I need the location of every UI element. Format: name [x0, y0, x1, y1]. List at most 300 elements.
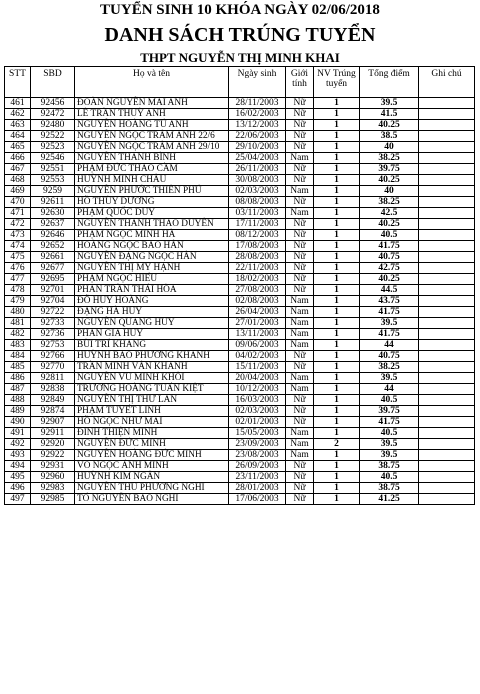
cell-name: HỒ THÙY DƯƠNG	[75, 197, 229, 208]
cell-dob: 08/08/2003	[229, 197, 286, 208]
table-row	[5, 197, 475, 208]
column-header-name: Họ và tên	[75, 67, 229, 98]
cell-nv: 1	[314, 208, 360, 219]
cell-dob: 23/08/2003	[229, 450, 286, 461]
cell-name: NGUYỄN NGỌC TRÂM ANH 22/6	[75, 131, 229, 142]
cell-stt: 486	[5, 373, 31, 384]
cell-sbd: 92849	[31, 395, 75, 406]
cell-dob: 28/11/2003	[229, 98, 286, 109]
cell-stt: 478	[5, 285, 31, 296]
cell-note	[419, 252, 475, 263]
cell-sbd: 92983	[31, 483, 75, 494]
cell-stt: 483	[5, 340, 31, 351]
cell-gender: Nữ	[286, 362, 314, 373]
cell-score: 41.75	[360, 329, 419, 340]
cell-sbd: 92770	[31, 362, 75, 373]
cell-nv: 2	[314, 439, 360, 450]
table-row	[5, 384, 475, 395]
cell-score: 40.75	[360, 252, 419, 263]
cell-note	[419, 164, 475, 175]
table-row	[5, 318, 475, 329]
cell-nv: 1	[314, 274, 360, 285]
cell-score: 44	[360, 340, 419, 351]
table-row	[5, 131, 475, 142]
cell-nv: 1	[314, 395, 360, 406]
cell-gender: Nữ	[286, 241, 314, 252]
cell-sbd: 92652	[31, 241, 75, 252]
cell-name: TRẦN MINH VÂN KHANH	[75, 362, 229, 373]
cell-gender: Nam	[286, 153, 314, 164]
cell-note	[419, 318, 475, 329]
column-header-note: Ghi chú	[419, 67, 475, 98]
cell-dob: 17/11/2003	[229, 219, 286, 230]
cell-score: 44	[360, 384, 419, 395]
cell-sbd: 92701	[31, 285, 75, 296]
column-header-dob: Ngày sinh	[229, 67, 286, 98]
cell-sbd: 92472	[31, 109, 75, 120]
table-row	[5, 439, 475, 450]
cell-gender: Nữ	[286, 494, 314, 505]
cell-name: ĐỖ HUY HOÀNG	[75, 296, 229, 307]
cell-sbd: 92911	[31, 428, 75, 439]
table-row	[5, 373, 475, 384]
cell-nv: 1	[314, 197, 360, 208]
cell-name: PHẠM TUYẾT LINH	[75, 406, 229, 417]
cell-dob: 26/11/2003	[229, 164, 286, 175]
cell-stt: 476	[5, 263, 31, 274]
cell-nv: 1	[314, 263, 360, 274]
cell-nv: 1	[314, 186, 360, 197]
cell-score: 40.5	[360, 428, 419, 439]
table-row	[5, 263, 475, 274]
cell-stt: 462	[5, 109, 31, 120]
table-row	[5, 472, 475, 483]
cell-stt: 475	[5, 252, 31, 263]
cell-stt: 463	[5, 120, 31, 131]
cell-dob: 30/08/2003	[229, 175, 286, 186]
cell-note	[419, 285, 475, 296]
cell-dob: 04/02/2003	[229, 351, 286, 362]
cell-nv: 1	[314, 428, 360, 439]
cell-stt: 485	[5, 362, 31, 373]
cell-stt: 468	[5, 175, 31, 186]
table-row	[5, 219, 475, 230]
cell-score: 44.5	[360, 285, 419, 296]
table-row	[5, 120, 475, 131]
cell-score: 38.75	[360, 483, 419, 494]
cell-gender: Nữ	[286, 395, 314, 406]
cell-stt: 471	[5, 208, 31, 219]
school-name: THPT NGUYỄN THỊ MINH KHAI	[140, 50, 340, 65]
table-row	[5, 428, 475, 439]
cell-note	[419, 428, 475, 439]
table-header-row	[5, 67, 475, 98]
cell-name: NGUYỄN QUANG HUY	[75, 318, 229, 329]
table-row	[5, 307, 475, 318]
cell-note	[419, 142, 475, 153]
cell-note	[419, 208, 475, 219]
cell-note	[419, 494, 475, 505]
cell-score: 40	[360, 142, 419, 153]
cell-name: PHẠM ĐỨC THẢO CẦM	[75, 164, 229, 175]
cell-note	[419, 219, 475, 230]
cell-name: HỒ NGỌC NHƯ MAI	[75, 417, 229, 428]
cell-name: NGUYỄN THU PHƯƠNG NGHI	[75, 483, 229, 494]
cell-note	[419, 417, 475, 428]
table-row	[5, 164, 475, 175]
cell-score: 39.5	[360, 439, 419, 450]
cell-name: ĐOÀN NGUYỄN MAI ANH	[75, 98, 229, 109]
cell-score: 38.75	[360, 461, 419, 472]
cell-score: 38.25	[360, 362, 419, 373]
cell-stt: 466	[5, 153, 31, 164]
cell-name: BÙI TRÍ KHANG	[75, 340, 229, 351]
cell-gender: Nữ	[286, 285, 314, 296]
column-header-sbd: SBD	[31, 67, 75, 98]
cell-sbd: 9259	[31, 186, 75, 197]
cell-sbd: 92677	[31, 263, 75, 274]
cell-gender: Nữ	[286, 175, 314, 186]
cell-score: 42.5	[360, 208, 419, 219]
cell-dob: 27/08/2003	[229, 285, 286, 296]
cell-gender: Nữ	[286, 131, 314, 142]
cell-score: 40.5	[360, 230, 419, 241]
cell-name: PHẠM QUỐC DUY	[75, 208, 229, 219]
cell-note	[419, 109, 475, 120]
cell-score: 38.5	[360, 131, 419, 142]
cell-name: NGUYỄN ĐỨC MINH	[75, 439, 229, 450]
header-line-1: TUYỂN SINH 10 KHÓA NGÀY 02/06/2018	[100, 2, 380, 18]
cell-sbd: 92551	[31, 164, 75, 175]
cell-dob: 13/11/2003	[229, 329, 286, 340]
table-row	[5, 274, 475, 285]
cell-score: 40.75	[360, 351, 419, 362]
cell-note	[419, 395, 475, 406]
cell-name: ĐẶNG HÀ HUY	[75, 307, 229, 318]
cell-score: 40.25	[360, 120, 419, 131]
cell-dob: 16/02/2003	[229, 109, 286, 120]
cell-dob: 22/06/2003	[229, 131, 286, 142]
table-row	[5, 395, 475, 406]
cell-stt: 461	[5, 98, 31, 109]
cell-name: PHAN TRẦN THÁI HÒA	[75, 285, 229, 296]
cell-gender: Nữ	[286, 274, 314, 285]
cell-dob: 15/05/2003	[229, 428, 286, 439]
cell-gender: Nữ	[286, 406, 314, 417]
table-body	[5, 98, 475, 505]
table-row	[5, 241, 475, 252]
cell-dob: 23/11/2003	[229, 472, 286, 483]
cell-gender: Nữ	[286, 483, 314, 494]
cell-score: 39.5	[360, 98, 419, 109]
cell-sbd: 92920	[31, 439, 75, 450]
cell-nv: 1	[314, 98, 360, 109]
cell-stt: 464	[5, 131, 31, 142]
cell-nv: 1	[314, 230, 360, 241]
cell-gender: Nam	[286, 318, 314, 329]
table-row	[5, 230, 475, 241]
cell-stt: 492	[5, 439, 31, 450]
cell-dob: 28/08/2003	[229, 252, 286, 263]
cell-sbd: 92960	[31, 472, 75, 483]
table-row	[5, 109, 475, 120]
cell-score: 42.75	[360, 263, 419, 274]
cell-stt: 493	[5, 450, 31, 461]
cell-stt: 496	[5, 483, 31, 494]
cell-dob: 02/08/2003	[229, 296, 286, 307]
cell-nv: 1	[314, 307, 360, 318]
cell-stt: 474	[5, 241, 31, 252]
cell-gender: Nữ	[286, 164, 314, 175]
cell-note	[419, 120, 475, 131]
cell-sbd: 92874	[31, 406, 75, 417]
cell-sbd: 92722	[31, 307, 75, 318]
cell-name: NGUYỄN THANH THẢO DUYÊN	[75, 219, 229, 230]
cell-sbd: 92646	[31, 230, 75, 241]
table-row	[5, 98, 475, 109]
cell-sbd: 92630	[31, 208, 75, 219]
cell-nv: 1	[314, 417, 360, 428]
cell-note	[419, 307, 475, 318]
cell-nv: 1	[314, 285, 360, 296]
cell-stt: 480	[5, 307, 31, 318]
cell-note	[419, 461, 475, 472]
table-row	[5, 494, 475, 505]
cell-score: 40.5	[360, 472, 419, 483]
cell-gender: Nữ	[286, 351, 314, 362]
cell-stt: 495	[5, 472, 31, 483]
cell-gender: Nữ	[286, 120, 314, 131]
cell-sbd: 92523	[31, 142, 75, 153]
cell-stt: 489	[5, 406, 31, 417]
cell-gender: Nam	[286, 208, 314, 219]
page-title: DANH SÁCH TRÚNG TUYỂN	[104, 24, 376, 46]
cell-sbd: 92480	[31, 120, 75, 131]
table-row	[5, 252, 475, 263]
cell-note	[419, 274, 475, 285]
cell-stt: 465	[5, 142, 31, 153]
cell-sbd: 92637	[31, 219, 75, 230]
cell-note	[419, 329, 475, 340]
cell-gender: Nữ	[286, 109, 314, 120]
table-row	[5, 285, 475, 296]
table-row	[5, 329, 475, 340]
cell-score: 41.5	[360, 109, 419, 120]
table-row	[5, 175, 475, 186]
cell-gender: Nữ	[286, 417, 314, 428]
table-row	[5, 142, 475, 153]
cell-note	[419, 175, 475, 186]
cell-dob: 26/09/2003	[229, 461, 286, 472]
cell-dob: 02/03/2003	[229, 406, 286, 417]
cell-name: NGUYỄN THỊ MỸ HẠNH	[75, 263, 229, 274]
column-header-score: Tổng điểm	[360, 67, 419, 98]
cell-name: LÊ TRẦN THUỲ ANH	[75, 109, 229, 120]
cell-nv: 1	[314, 318, 360, 329]
table-row	[5, 296, 475, 307]
cell-gender: Nam	[286, 186, 314, 197]
cell-note	[419, 472, 475, 483]
cell-name: PHAN GIA HUY	[75, 329, 229, 340]
cell-gender: Nam	[286, 307, 314, 318]
cell-score: 40.25	[360, 219, 419, 230]
cell-dob: 29/10/2003	[229, 142, 286, 153]
cell-name: HUỲNH KIM NGÂN	[75, 472, 229, 483]
cell-sbd: 92736	[31, 329, 75, 340]
cell-note	[419, 98, 475, 109]
cell-dob: 28/01/2003	[229, 483, 286, 494]
cell-sbd: 92811	[31, 373, 75, 384]
cell-dob: 27/01/2003	[229, 318, 286, 329]
cell-note	[419, 153, 475, 164]
cell-gender: Nam	[286, 450, 314, 461]
cell-note	[419, 406, 475, 417]
cell-name: NGUYỄN VŨ MINH KHÔI	[75, 373, 229, 384]
cell-score: 41.75	[360, 307, 419, 318]
cell-nv: 1	[314, 483, 360, 494]
cell-gender: Nữ	[286, 197, 314, 208]
cell-sbd: 92753	[31, 340, 75, 351]
cell-note	[419, 197, 475, 208]
cell-gender: Nam	[286, 296, 314, 307]
cell-stt: 487	[5, 384, 31, 395]
cell-gender: Nữ	[286, 219, 314, 230]
cell-dob: 10/12/2003	[229, 384, 286, 395]
cell-nv: 1	[314, 494, 360, 505]
cell-stt: 491	[5, 428, 31, 439]
cell-gender: Nữ	[286, 230, 314, 241]
cell-stt: 469	[5, 186, 31, 197]
cell-nv: 1	[314, 252, 360, 263]
cell-note	[419, 384, 475, 395]
cell-sbd: 92695	[31, 274, 75, 285]
cell-score: 40	[360, 186, 419, 197]
cell-name: NGUYỄN NGỌC TRÂM ANH 29/10	[75, 142, 229, 153]
cell-gender: Nam	[286, 384, 314, 395]
cell-note	[419, 131, 475, 142]
table-row	[5, 450, 475, 461]
cell-dob: 15/11/2003	[229, 362, 286, 373]
cell-note	[419, 362, 475, 373]
cell-nv: 1	[314, 384, 360, 395]
cell-gender: Nữ	[286, 98, 314, 109]
cell-sbd: 92704	[31, 296, 75, 307]
cell-name: TỔ NGUYỄN BẢO NGHI	[75, 494, 229, 505]
table-row	[5, 153, 475, 164]
cell-stt: 467	[5, 164, 31, 175]
cell-dob: 25/04/2003	[229, 153, 286, 164]
cell-stt: 481	[5, 318, 31, 329]
column-header-nv: NV Trúng tuyển	[314, 67, 360, 98]
cell-name: ĐINH THIỆN MINH	[75, 428, 229, 439]
cell-nv: 1	[314, 351, 360, 362]
table-row	[5, 483, 475, 494]
cell-dob: 02/03/2003	[229, 186, 286, 197]
cell-dob: 23/09/2003	[229, 439, 286, 450]
cell-gender: Nam	[286, 329, 314, 340]
cell-score: 40.5	[360, 395, 419, 406]
results-table	[4, 66, 475, 505]
cell-dob: 09/06/2003	[229, 340, 286, 351]
cell-nv: 1	[314, 109, 360, 120]
cell-stt: 494	[5, 461, 31, 472]
cell-nv: 1	[314, 450, 360, 461]
table-row	[5, 362, 475, 373]
cell-name: NGUYỄN THỊ THƯ LAN	[75, 395, 229, 406]
cell-sbd: 92931	[31, 461, 75, 472]
cell-dob: 17/08/2003	[229, 241, 286, 252]
cell-dob: 03/11/2003	[229, 208, 286, 219]
cell-name: HOÀNG NGỌC BẢO HÂN	[75, 241, 229, 252]
cell-dob: 02/01/2003	[229, 417, 286, 428]
cell-score: 41.25	[360, 494, 419, 505]
cell-score: 41.75	[360, 241, 419, 252]
table-row	[5, 417, 475, 428]
cell-gender: Nam	[286, 340, 314, 351]
cell-note	[419, 186, 475, 197]
cell-nv: 1	[314, 461, 360, 472]
cell-score: 39.5	[360, 450, 419, 461]
cell-name: NGUYỄN ĐẶNG NGỌC HÂN	[75, 252, 229, 263]
cell-nv: 1	[314, 241, 360, 252]
cell-score: 39.5	[360, 373, 419, 384]
cell-note	[419, 296, 475, 307]
cell-score: 39.75	[360, 164, 419, 175]
cell-score: 40.25	[360, 175, 419, 186]
cell-stt: 488	[5, 395, 31, 406]
cell-sbd: 92611	[31, 197, 75, 208]
cell-score: 38.25	[360, 153, 419, 164]
column-header-gender: Giới tính	[286, 67, 314, 98]
cell-name: HUỲNH MINH CHÂU	[75, 175, 229, 186]
cell-name: NGUYỄN PHƯỚC THIÊN PHÚ	[75, 186, 229, 197]
cell-sbd: 92922	[31, 450, 75, 461]
cell-nv: 1	[314, 340, 360, 351]
table-row	[5, 208, 475, 219]
cell-name: PHẠM NGỌC MINH HÀ	[75, 230, 229, 241]
cell-name: HUỲNH BẢO PHƯƠNG KHANH	[75, 351, 229, 362]
cell-sbd: 92456	[31, 98, 75, 109]
cell-note	[419, 373, 475, 384]
cell-gender: Nữ	[286, 142, 314, 153]
cell-name: NGUYỄN HOÀNG TÚ ANH	[75, 120, 229, 131]
table-row	[5, 351, 475, 362]
cell-score: 43.75	[360, 296, 419, 307]
cell-nv: 1	[314, 120, 360, 131]
cell-nv: 1	[314, 362, 360, 373]
cell-sbd: 92522	[31, 131, 75, 142]
cell-nv: 1	[314, 472, 360, 483]
cell-sbd: 92766	[31, 351, 75, 362]
cell-name: NGUYỄN HOÀNG ĐỨC MINH	[75, 450, 229, 461]
cell-score: 41.75	[360, 417, 419, 428]
cell-stt: 484	[5, 351, 31, 362]
column-header-stt: STT	[5, 67, 31, 98]
table-row	[5, 186, 475, 197]
cell-nv: 1	[314, 175, 360, 186]
cell-name: PHẠM NGỌC HIẾU	[75, 274, 229, 285]
cell-nv: 1	[314, 142, 360, 153]
cell-nv: 1	[314, 153, 360, 164]
cell-gender: Nữ	[286, 472, 314, 483]
cell-nv: 1	[314, 164, 360, 175]
cell-sbd: 92838	[31, 384, 75, 395]
cell-stt: 479	[5, 296, 31, 307]
cell-nv: 1	[314, 373, 360, 384]
cell-stt: 482	[5, 329, 31, 340]
cell-name: NGUYỄN THANH BÌNH	[75, 153, 229, 164]
cell-name: TRƯƠNG HOÀNG TUẤN KIỆT	[75, 384, 229, 395]
